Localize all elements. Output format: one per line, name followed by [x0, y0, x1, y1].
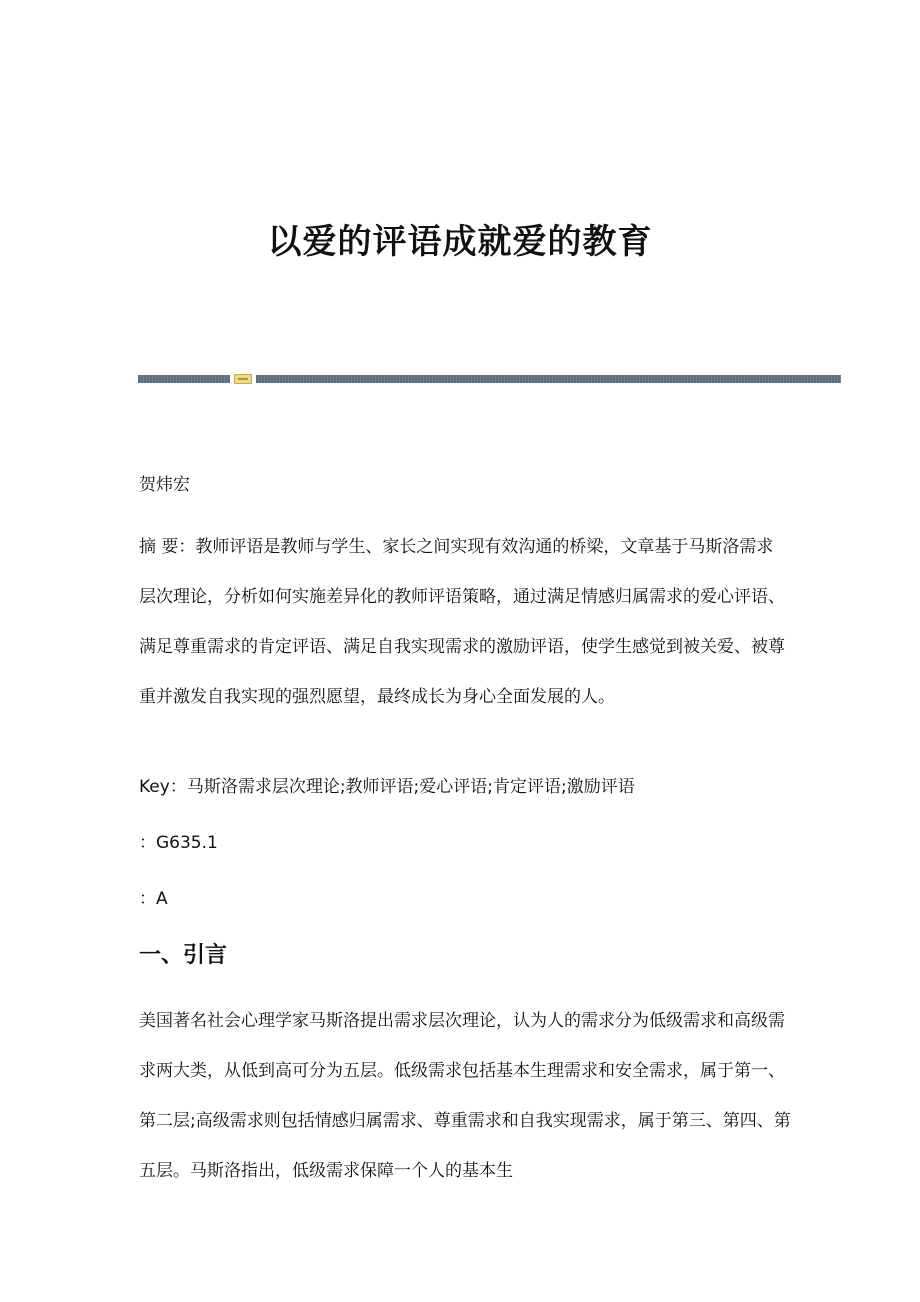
document-code: ：A [139, 889, 168, 909]
keywords [139, 772, 789, 802]
abstract-text: 教师评语是教师与学生、家长之间实现有效沟通的桥梁，文章基于马斯洛需求层次理论，分析如何实施差异化的教师评语策略，通过满足情感归属需求的爱心评语、满足尊重需求的肯定评语、满足自我实现需求的激励评语，使学生感觉到被关爱、被尊重并激发自我实现的强烈愿望，最终成长为身心全面发展的人。 [139, 537, 785, 707]
divider-ornament-icon [234, 374, 252, 384]
author-name: 贺炜宏 [139, 475, 190, 495]
keywords-text: 马斯洛需求层次理论;教师评语;爱心评语;肯定评语;激励评语 [186, 777, 635, 797]
classification-number: ：G635.1 [139, 833, 218, 853]
section-paragraph: 美国著名社会心理学家马斯洛提出需求层次理论，认为人的需求分为低级需求和高级需求两大类，从低到高可分为五层。低级需求包括基本生理需求和安全需求，属于第一、第二层;高级需求则包括情感归属需求、尊重需求和自我实现需求，属于第三、第四、第五层。马斯洛指出，低级需求保障一个人的基本生 [139, 1011, 791, 1181]
abstract [139, 522, 789, 722]
title-divider [138, 374, 841, 384]
section-heading: 一、引言 [139, 943, 228, 968]
divider-bar-right [256, 375, 841, 383]
keywords-label: Key： [139, 777, 187, 797]
divider-bar-left [138, 375, 230, 383]
page-title: 以爱的评语成就爱的教育 [267, 222, 653, 262]
abstract-label: 摘 要： [139, 537, 196, 557]
